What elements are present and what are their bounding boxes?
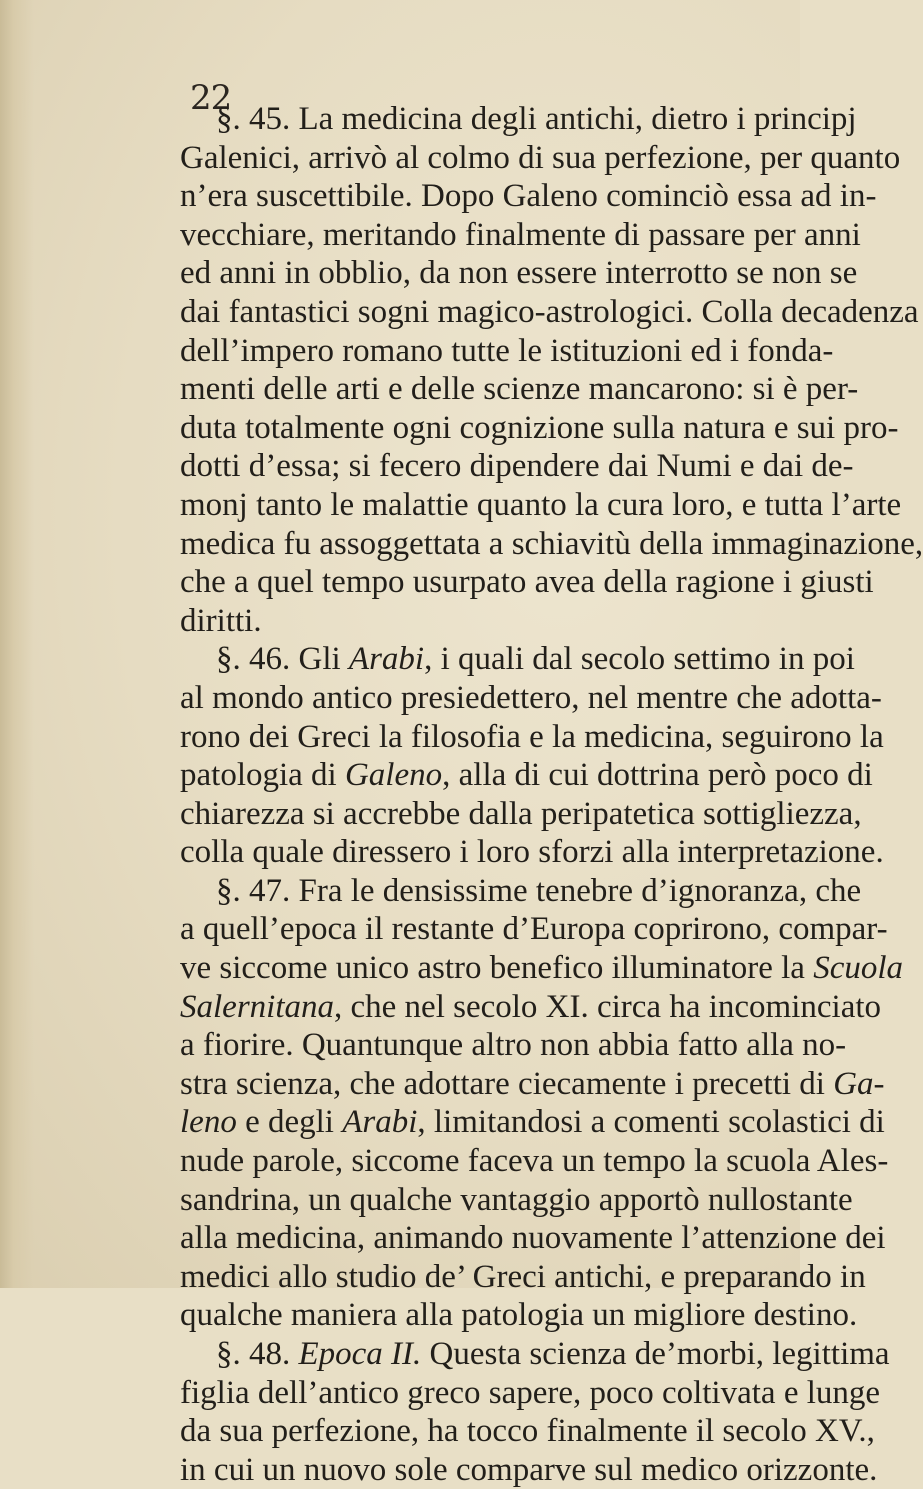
text-line <box>180 756 873 795</box>
text-line <box>180 1103 885 1142</box>
text-line <box>180 640 855 679</box>
text-segment: menti delle arti e delle scienze mancarono: si è per- <box>180 371 859 408</box>
text-line <box>180 1142 889 1181</box>
text-line <box>180 1296 858 1335</box>
text-line <box>180 370 859 409</box>
text-segment: e degli <box>236 1104 343 1141</box>
text-segment: duta totalmente ogni cognizione sulla natura e sui pro- <box>180 409 899 446</box>
text-segment: ed anni in obblio, da non essere interrotto se non se <box>180 255 858 292</box>
text-line <box>180 254 858 293</box>
italic-text: Arabi <box>348 641 425 678</box>
text-line <box>180 988 882 1027</box>
text-segment: sandrina, un qualche vantaggio apportò nullostante <box>180 1181 853 1218</box>
text-line <box>180 447 854 486</box>
text-segment: dai fantastici sogni magico-astrologici. Colla decadenza <box>180 293 919 330</box>
text-line <box>180 1451 878 1489</box>
italic-text: Ga- <box>833 1065 885 1102</box>
text-segment: stra scienza, che adottare ciecamente i precetti di <box>180 1065 834 1102</box>
text-line <box>180 1258 866 1297</box>
text-segment: §. 48. <box>216 1336 299 1372</box>
text-line <box>180 563 874 602</box>
text-line <box>180 100 857 139</box>
text-segment: al mondo antico presiedettero, nel mentre che adotta- <box>180 679 882 716</box>
text-line <box>180 486 902 525</box>
text-line <box>180 293 919 332</box>
text-line <box>180 1181 853 1220</box>
text-segment: nude parole, siccome faceva un tempo la scuola Ales- <box>180 1143 889 1180</box>
text-segment: figlia dell’antico greco sapere, poco coltivata e lunge <box>180 1374 881 1411</box>
text-line <box>180 795 862 834</box>
text-segment: a quell’epoca il restante d’Europa coprirono, compar- <box>180 911 888 948</box>
italic-text: Arabi <box>342 1104 418 1141</box>
text-line <box>180 602 780 641</box>
text-line <box>180 525 923 564</box>
text-line <box>180 872 862 911</box>
text-line <box>180 177 877 216</box>
text-line <box>180 216 861 255</box>
text-segment: §. 46. Gli <box>216 641 349 678</box>
text-segment: Galenici, arrivò al colmo di sua perfezione, per quanto <box>180 139 901 176</box>
italic-text: Scuola <box>813 950 904 987</box>
body-text <box>180 100 923 1489</box>
italic-text: Salernitana <box>180 988 334 1025</box>
italic-text: Epoca II. <box>298 1336 422 1372</box>
text-segment: qualche maniera alla patologia un migliore destino. <box>180 1297 858 1334</box>
text-segment: , limitandosi a comenti scolastici di <box>417 1104 885 1141</box>
text-line <box>180 949 904 988</box>
text-line <box>180 1412 875 1451</box>
text-segment: colla quale diressero i loro sforzi alla interpretazione. <box>180 834 884 871</box>
text-line <box>180 409 899 448</box>
text-segment: ve siccome unico astro benefico illuminatore la <box>180 950 814 987</box>
text-line <box>180 910 888 949</box>
page-number: 22 <box>190 78 232 118</box>
text-segment: §. 45. La medicina degli antichi, dietro i principj <box>216 101 857 137</box>
text-segment: , che nel secolo XI. circa ha incominciato <box>334 988 882 1025</box>
italic-text: Galeno <box>344 757 443 794</box>
text-segment: chiarezza si accrebbe dalla peripatetica sottigliezza, <box>180 795 862 832</box>
text-segment: dotti d’essa; si fecero dipendere dai Numi e dai de- <box>180 448 854 485</box>
page-gutter-shadow <box>0 0 34 1288</box>
text-segment: monj tanto le malattie quanto la cura loro, e tutta l’arte <box>180 486 902 523</box>
text-line <box>180 679 882 718</box>
text-segment: dell’impero romano tutte le istituzioni ed i fonda- <box>180 332 834 369</box>
text-segment: rono dei Greci la filosofia e la medicina, seguirono la <box>180 718 884 755</box>
text-segment: , i quali dal secolo settimo in poi <box>424 641 855 678</box>
text-segment: patologia di <box>180 757 345 794</box>
text-segment: , alla di cui dottrina però poco di <box>442 757 873 794</box>
text-line <box>180 332 834 371</box>
text-line <box>180 139 901 178</box>
text-segment: medica fu assoggettata a schiavitù della immaginazione, <box>180 525 923 562</box>
text-segment: a fiorire. Quantunque altro non abbia fatto alla no- <box>180 1027 847 1064</box>
text-line <box>180 1026 847 1065</box>
text-segment: che a quel tempo usurpato avea della ragione i giusti <box>180 564 874 601</box>
text-segment: in cui un nuovo sole comparve sul medico orizzonte. <box>180 1451 878 1488</box>
text-line <box>180 1374 881 1413</box>
text-line <box>180 1219 886 1258</box>
text-line <box>180 718 884 757</box>
text-segment: diritti. <box>180 602 262 639</box>
text-segment: n’era suscettibile. Dopo Galeno cominciò essa ad in- <box>180 178 877 215</box>
text-segment: medici allo studio de’ Greci antichi, e preparando in <box>180 1258 866 1295</box>
text-segment: Questa scienza de’morbi, legittima <box>421 1336 890 1372</box>
text-segment: vecchiare, meritando finalmente di passare per anni <box>180 216 861 253</box>
text-line <box>180 833 884 872</box>
text-segment: da sua perfezione, ha tocco finalmente il secolo XV., <box>180 1413 875 1450</box>
text-line <box>180 1335 890 1374</box>
text-segment: alla medicina, animando nuovamente l’attenzione dei <box>180 1220 886 1257</box>
italic-text: leno <box>180 1104 237 1141</box>
text-segment: §. 47. Fra le densissime tenebre d’ignoranza, che <box>216 872 862 909</box>
text-line <box>180 1065 885 1104</box>
